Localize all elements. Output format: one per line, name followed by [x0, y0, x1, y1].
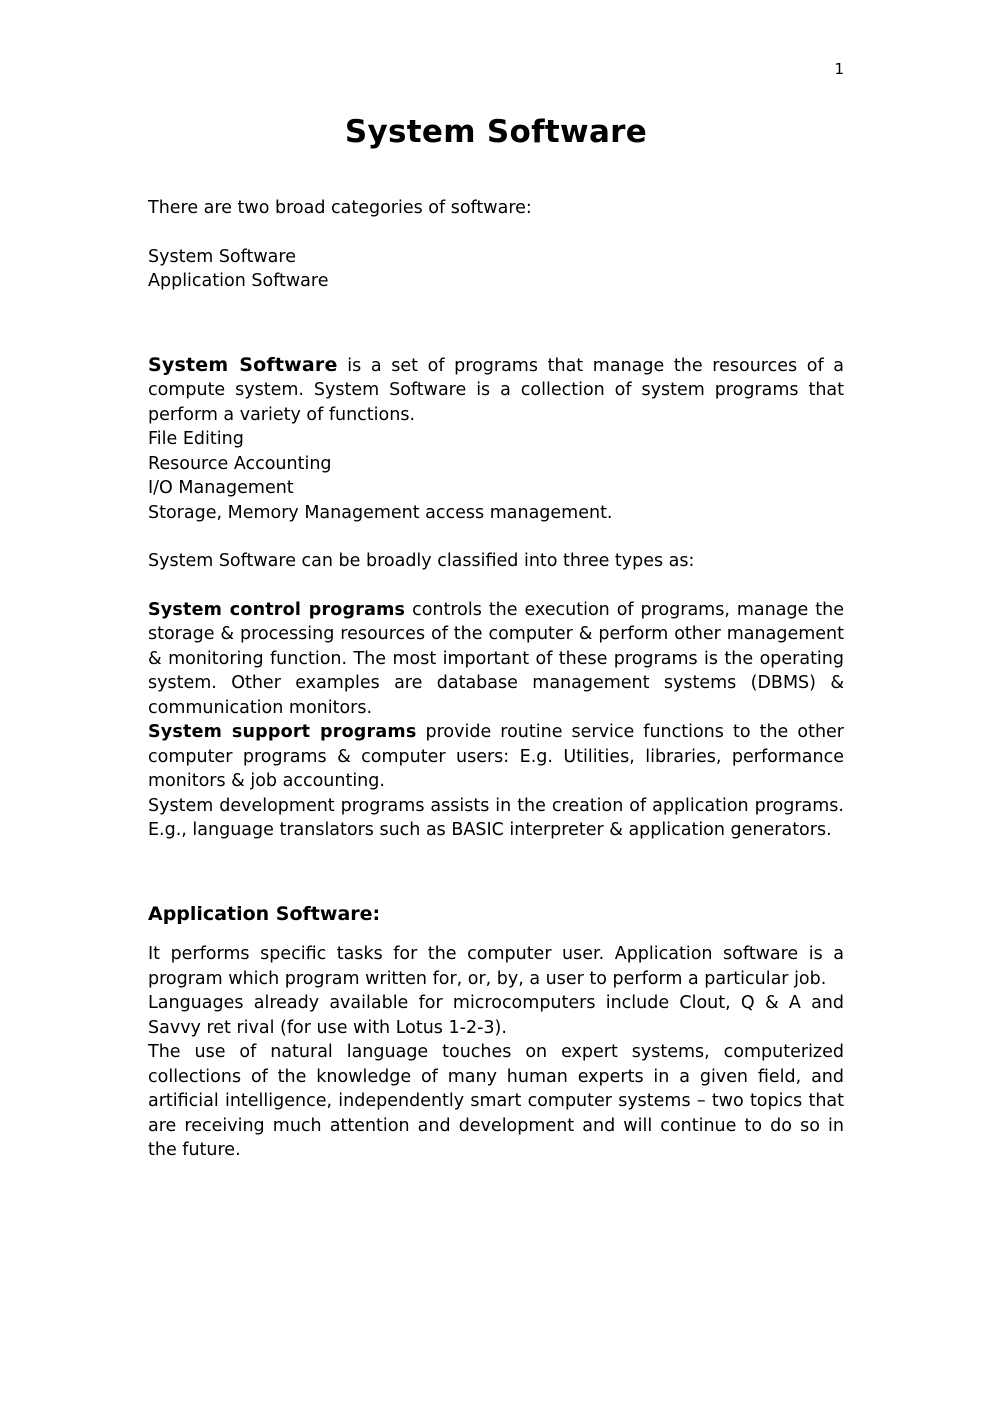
application-software-paragraph-2: Languages already available for microcomputers include Clout, Q & A and Savvy ret rival (for use with Lotus 1-2-3). [148, 993, 844, 1038]
category-item-application-software: Application Software [148, 271, 329, 291]
function-item-storage-memory: Storage, Memory Management access management. [148, 502, 613, 523]
page-title: System Software [344, 114, 648, 150]
type-system-development-programs [148, 794, 844, 843]
category-item-system-software: System Software [148, 246, 296, 267]
application-software-paragraph-3: The use of natural language touches on expert systems, computerized collections of the knowledge of many human experts in a given field, and artificial intelligence, independently smart computer systems – two topics that are receiving much attention and development and will continue to do so in the future. [148, 1042, 844, 1161]
type-system-control-programs [148, 598, 844, 721]
system-software-lead-rest: is a set of programs that manage the resources of a compute system. System Software is a collection of system programs that perform a variety of functions. [148, 355, 844, 425]
function-item-file-editing: File Editing [148, 429, 244, 449]
type-system-development-programs-description: System development programs assists in the creation of application programs. E.g., language translators such as BASIC interpreter & application generators. [148, 795, 844, 840]
type-system-support-programs-description: provide routine service functions to the other computer programs & computer users: E.g. Utilities, libraries, performance monitors & job accounting. [148, 722, 844, 791]
type-system-control-programs-description: controls the execution of programs, manage the storage & processing resources of the computer & perform other management & monitoring function. The most important of these programs is the operating system. Other examples are database management systems (DBMS) & communication monitors. [148, 599, 844, 718]
type-system-support-programs [148, 720, 844, 794]
type-system-control-programs-name: System control programs [148, 599, 406, 620]
function-item-resource-accounting: Resource Accounting [148, 453, 332, 474]
page-number: 1 [834, 60, 844, 78]
system-software-lead-bold: System Software [148, 353, 338, 376]
function-item-io-management: I/O Management [148, 478, 294, 498]
intro-paragraph: There are two broad categories of software: [148, 198, 532, 218]
application-software-paragraph-1: It performs specific tasks for the computer user. Application software is a program which program written for, or, by, a user to perform a particular job. [148, 944, 844, 989]
application-software-heading: Application Software: [148, 902, 381, 925]
type-system-support-programs-name: System support programs [148, 722, 417, 742]
classification-intro: System Software can be broadly classified into three types as: [148, 551, 695, 571]
system-software-lead [148, 352, 844, 428]
